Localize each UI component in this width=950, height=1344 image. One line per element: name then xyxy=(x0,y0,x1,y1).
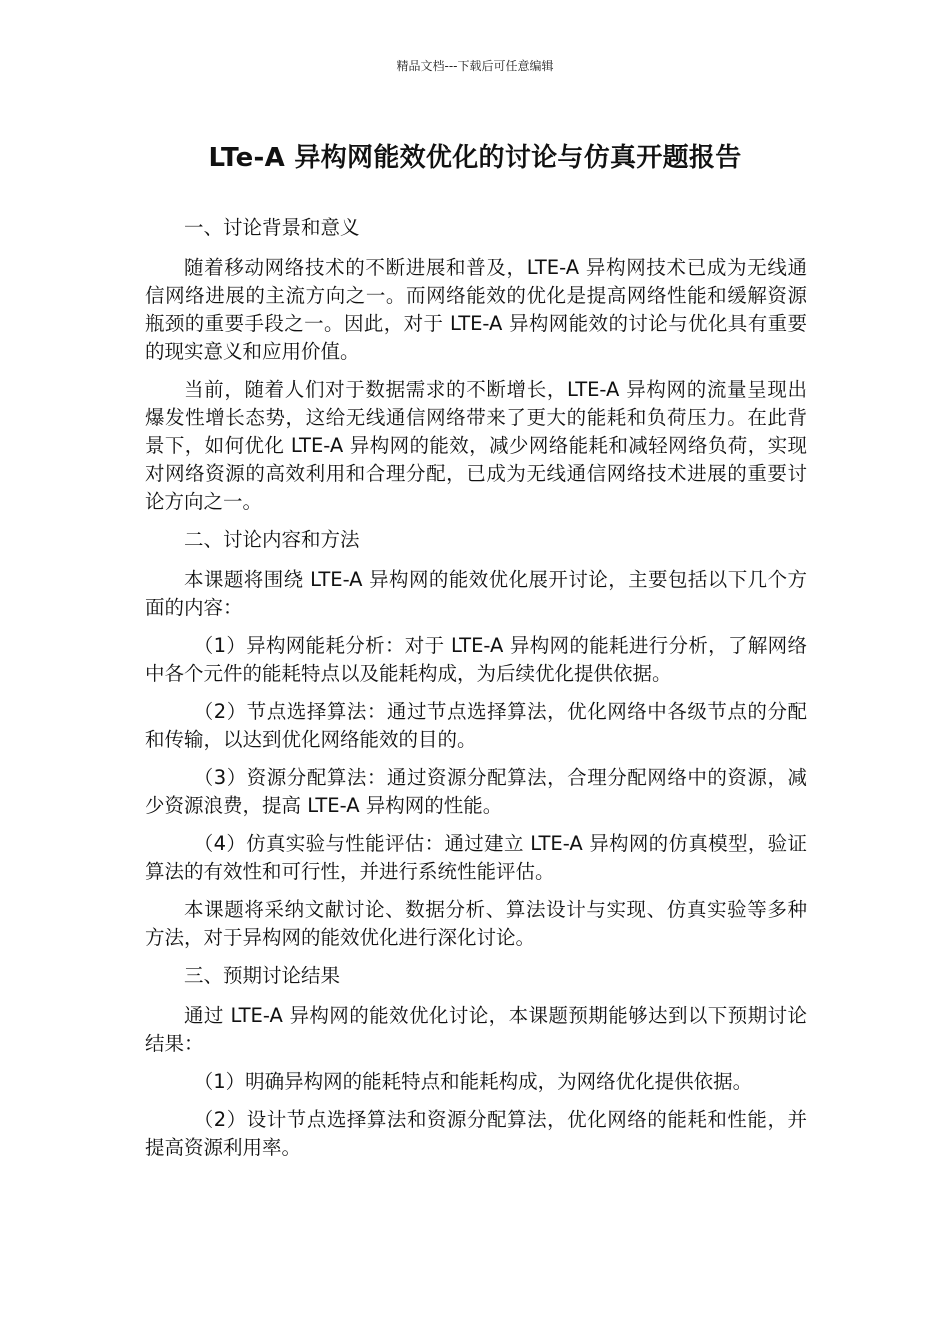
list-item-expected-2: （2）设计节点选择算法和资源分配算法，优化网络的能耗和性能，并提高资源利用率。 xyxy=(145,1108,807,1159)
section-heading-1: 一、讨论背景和意义 xyxy=(184,216,360,239)
paragraph-expected-intro: 通过 LTE-A 异构网的能效优化讨论，本课题预期能够达到以下预期讨论结果： xyxy=(145,1004,807,1055)
list-item-energy-analysis: （1）异构网能耗分析：对于 LTE-A 异构网的能耗进行分析，了解网络中各个元件的能耗特点以及能耗构成，为后续优化提供依据。 xyxy=(145,634,807,685)
list-item-expected-1: （1）明确异构网的能耗特点和能耗构成，为网络优化提供依据。 xyxy=(193,1070,753,1093)
paragraph-content-intro: 本课题将围绕 LTE-A 异构网的能效优化展开讨论，主要包括以下几个方面的内容： xyxy=(145,568,807,619)
paragraph-methods: 本课题将采纳文献讨论、数据分析、算法设计与实现、仿真实验等多种方法，对于异构网的能效优化进行深化讨论。 xyxy=(145,898,807,949)
paragraph-background-2: 当前，随着人们对于数据需求的不断增长，LTE-A 异构网的流量呈现出爆发性增长态势，这给无线通信网络带来了更大的能耗和负荷压力。在此背景下，如何优化 LTE-A 异构网的能效，减少网络能耗和减轻网络负荷，实现对网络资源的高效利用和合理分配，已成为无线通信网络技术进展的重要讨论方向之一。 xyxy=(145,378,807,513)
list-item-resource-allocation: （3）资源分配算法：通过资源分配算法，合理分配网络中的资源，减少资源浪费，提高 LTE-A 异构网的性能。 xyxy=(145,766,807,817)
list-item-simulation: （4）仿真实验与性能评估：通过建立 LTE-A 异构网的仿真模型，验证算法的有效性和可行性，并进行系统性能评估。 xyxy=(145,832,807,883)
list-item-node-selection: （2）节点选择算法：通过节点选择算法，优化网络中各级节点的分配和传输，以达到优化网络能效的目的。 xyxy=(145,700,807,751)
paragraph-background-1: 随着移动网络技术的不断进展和普及，LTE-A 异构网技术已成为无线通信网络进展的主流方向之一。而网络能效的优化是提高网络性能和缓解资源瓶颈的重要手段之一。因此，对于 LTE-A 异构网能效的讨论与优化具有重要的现实意义和应用价值。 xyxy=(145,256,807,363)
section-heading-3: 三、预期讨论结果 xyxy=(184,964,341,987)
document-body xyxy=(145,214,807,1172)
section-heading-2: 二、讨论内容和方法 xyxy=(184,528,360,551)
header-note: 精品文档---下载后可任意编辑 xyxy=(396,59,554,73)
document-title: LTe-A 异构网能效优化的讨论与仿真开题报告 xyxy=(208,143,742,173)
